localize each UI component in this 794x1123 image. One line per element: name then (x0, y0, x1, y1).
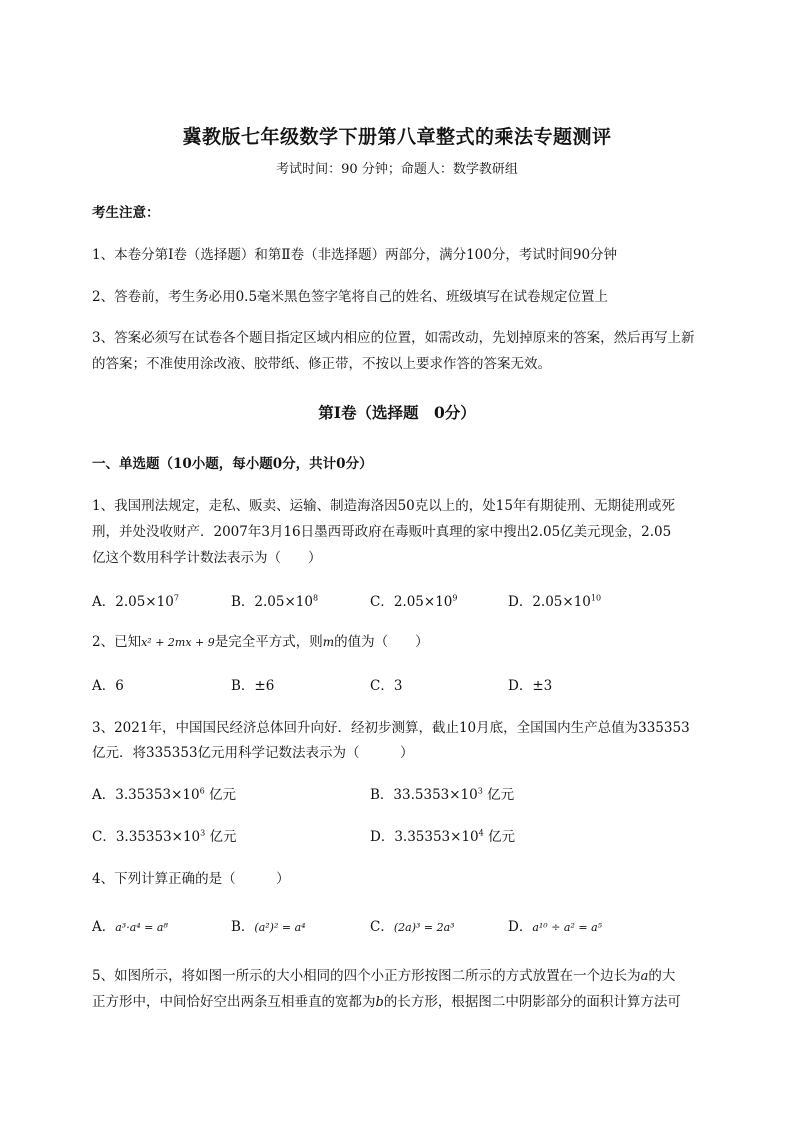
q1-option-b-label: B．2.05×10 (231, 594, 313, 610)
q1-option-b-exp: 8 (312, 593, 319, 603)
q4-option-b-label: B． (231, 919, 255, 935)
q5-line-1 (92, 964, 675, 984)
q3-option-a-exp: 6 (199, 786, 205, 796)
q2-suffix: 的值为（ ） (334, 634, 429, 650)
q5-line-1-text: 5、如图所示，将如图一所示的大小相同的四个小正方形按图二所示的方式放置在一个边长为 (92, 968, 641, 984)
q3-option-b-unit: 亿元 (482, 787, 515, 803)
q5-line-2-tail: 的长方形，根据图二中阴影部分的面积计算方法可 (383, 994, 681, 1010)
q2-option-d[interactable]: D．±3 (508, 678, 553, 694)
q3-option-c-label: C．3.35353×10 (92, 829, 201, 845)
section-title: 第Ⅰ卷（选择题 0分） (318, 403, 476, 422)
q3-option-d-exp: 4 (478, 828, 484, 838)
q4-stem: 4、下列计算正确的是（ ） (92, 871, 290, 887)
exam-info: 考试时间：90 分钟；命题人：数学教研组 (276, 162, 518, 177)
q3-option-d-unit: 亿元 (483, 829, 516, 845)
q4-option-c-expr: (2a)³ = 2a³ (393, 921, 455, 934)
notice-heading: 考生注意： (92, 205, 160, 221)
q4-option-a-label: A． (92, 919, 116, 935)
q3-option-c-unit: 亿元 (205, 829, 237, 845)
q5-var-b: b (375, 995, 384, 1010)
q1-option-c-label: C．2.05×10 (370, 594, 453, 610)
q5-line-2 (92, 990, 681, 1010)
q3-option-a[interactable] (92, 783, 236, 803)
q5-line-2-text: 正方形中，中间恰好空出两条互相垂直的宽都为 (92, 994, 376, 1010)
q1-line-2: 刑，并处没收财产．2007年3月16日墨西哥政府在毒贩叶真理的家中搜出2.05亿美元现金，2.05 (92, 524, 672, 540)
q1-option-d[interactable] (508, 590, 601, 610)
q4-option-a-expr: a³·a⁴ = a⁸ (115, 921, 168, 934)
q2-stem (92, 630, 429, 650)
q1-option-a-label: A．2.05×10 (92, 594, 174, 610)
q2-middle: 是完全平方式，则 (214, 634, 323, 650)
q2-option-a[interactable]: A．6 (92, 678, 124, 694)
q1-option-c[interactable] (370, 590, 457, 610)
q1-line-1: 1、我国刑法规定，走私、贩卖、运输、制造海洛因50克以上的，处15年有期徒刑、无期徒刑或死 (92, 498, 675, 514)
q3-option-c[interactable] (92, 825, 237, 845)
q3-option-a-label: A．3.35353×10 (92, 787, 200, 803)
q3-option-b-label: B．33.5353×10 (370, 787, 478, 803)
q4-option-b-expr: (a²)² = a⁴ (254, 921, 306, 934)
q2-prefix: 2、已知 (92, 634, 142, 650)
q3-option-b[interactable] (370, 783, 514, 803)
q4-option-d[interactable] (508, 915, 602, 935)
q1-option-a-exp: 7 (173, 593, 179, 603)
notice-item-3: 3、答案必须写在试卷各个题目指定区域内相应的位置，如需改动，先划掉原来的答案，然后再写上新 (92, 330, 695, 346)
q4-option-c[interactable] (370, 915, 455, 935)
q1-line-3: 亿这个数用科学计数法表示为（ ） (92, 550, 322, 566)
q1-option-d-label: D．2.05×10 (508, 594, 591, 610)
q1-option-b[interactable] (231, 590, 318, 610)
q5-var-a: a (640, 969, 649, 984)
q2-option-c[interactable]: C．3 (370, 678, 403, 694)
q3-option-a-unit: 亿元 (204, 787, 236, 803)
notice-item-1: 1、本卷分第Ⅰ卷（选择题）和第Ⅱ卷（非选择题）两部分，满分100分，考试时间90分钟 (92, 247, 618, 263)
q5-line-1-tail: 的大 (648, 968, 676, 984)
q1-option-a[interactable] (92, 590, 179, 610)
q3-option-d-label: D．3.35353×10 (370, 829, 479, 845)
notice-item-3-cont: 的答案；不准使用涂改液、胶带纸、修正带，不按以上要求作答的答案无效。 (92, 356, 551, 372)
q2-expression: x² + 2mx + 9 (141, 636, 215, 649)
q3-line-1: 3、2021年，中国国民经济总体回升向好．经初步测算，截止10月底，全国国内生产总值为335353 (92, 720, 690, 736)
q4-option-d-label: D． (508, 919, 533, 935)
q3-option-b-exp: 3 (477, 786, 483, 796)
page-title: 冀教版七年级数学下册第八章整式的乘法专题测评 (182, 126, 612, 148)
q1-option-c-exp: 9 (452, 593, 458, 603)
q3-line-2: 亿元．将335353亿元用科学记数法表示为（ ） (92, 745, 414, 761)
q2-variable: m (322, 635, 335, 649)
q4-option-d-expr: a¹⁰ ÷ a² = a⁵ (532, 921, 603, 934)
q1-option-d-exp: 10 (590, 593, 602, 603)
q2-option-b[interactable]: B．±6 (231, 678, 275, 694)
q3-option-d[interactable] (370, 825, 515, 845)
notice-item-2: 2、答卷前，考生务必用0.5毫米黑色签字笔将自己的姓名、班级填写在试卷规定位置上 (92, 289, 609, 305)
q4-option-a[interactable] (92, 915, 168, 935)
q3-option-c-exp: 3 (200, 828, 206, 838)
q4-option-c-label: C． (370, 919, 394, 935)
q4-option-b[interactable] (231, 915, 306, 935)
part-heading: 一、单选题（10小题，每小题0分，共计0分） (92, 456, 373, 472)
